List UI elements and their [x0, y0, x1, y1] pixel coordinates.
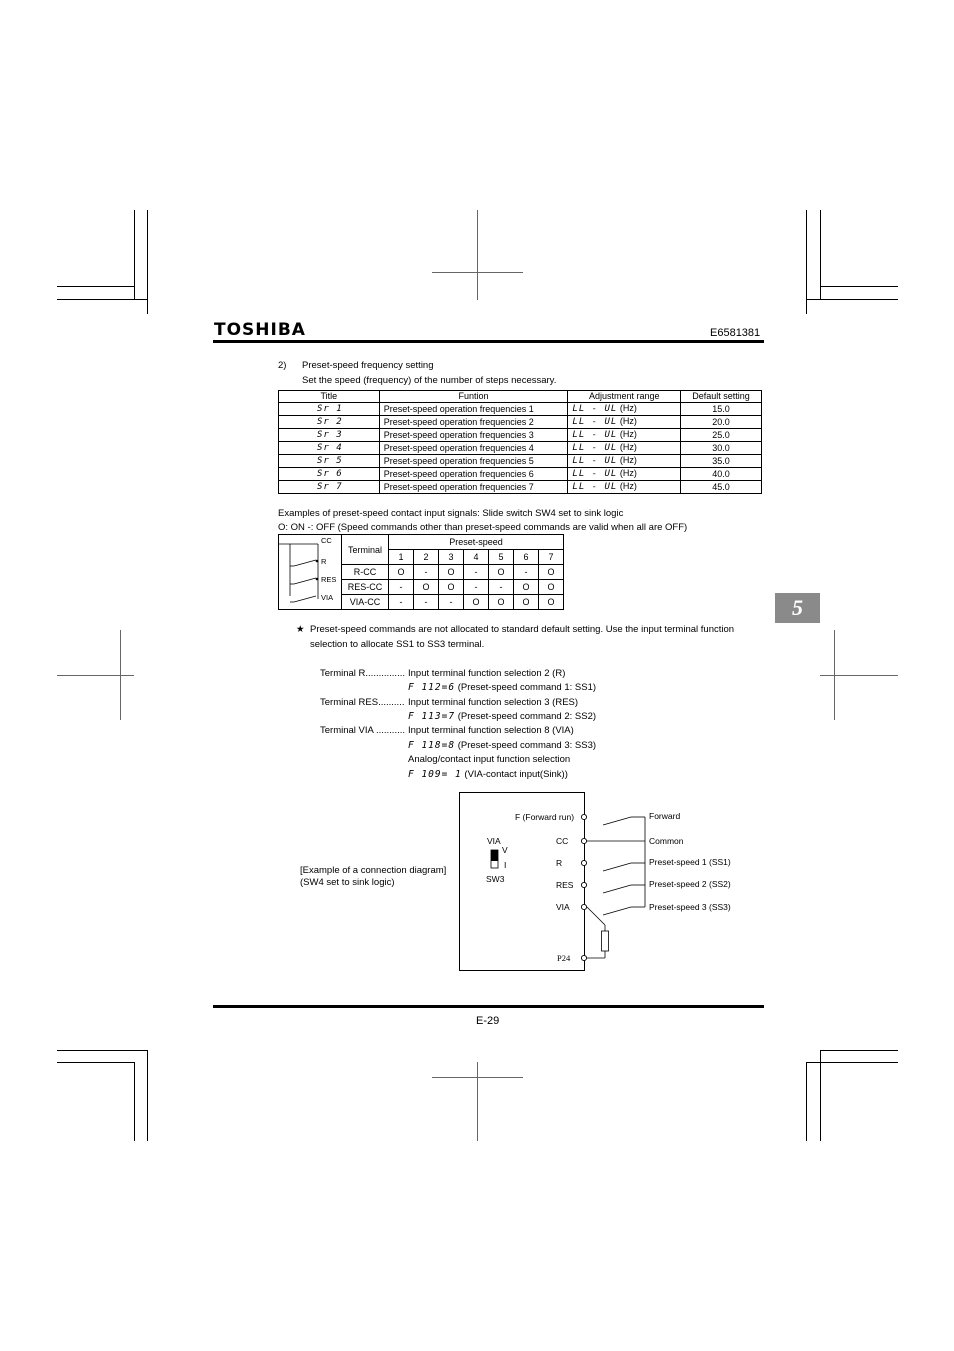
signal-cell: O [489, 565, 514, 580]
assignment-label: Terminal R............... [320, 668, 405, 679]
terminal-cc [581, 838, 586, 843]
center-mark [477, 210, 478, 300]
signal-cell: O [464, 595, 489, 610]
page-number: E-29 [476, 1015, 500, 1027]
crop-mark [820, 286, 898, 287]
param-default: 25.0 [681, 429, 762, 442]
terminal-label: VIA [556, 902, 570, 912]
diagram-caption-2: (SW4 set to sink logic) [300, 877, 395, 888]
terminal-via [581, 904, 586, 909]
signal-cell: O [439, 565, 464, 580]
assignment-label: Terminal RES.......... [320, 697, 405, 708]
preset-speed-table [278, 390, 762, 494]
range-value: LL - UL [572, 417, 618, 427]
signal-cell: - [389, 595, 414, 610]
param-title: Sr 4 [279, 442, 380, 455]
param-code: F 118=8 [408, 740, 456, 751]
sw3-knob [491, 850, 498, 861]
signal-cell: O [539, 595, 564, 610]
param-range [568, 468, 681, 481]
switch-label: VIA [321, 593, 334, 602]
param-default: 35.0 [681, 455, 762, 468]
signal-cell: O [514, 580, 539, 595]
diagram-caption-1: [Example of a connection diagram] [300, 865, 447, 876]
star-icon: ★ [296, 624, 305, 635]
param-range [568, 429, 681, 442]
sw3-label: SW3 [486, 874, 505, 884]
signal-cell: - [464, 580, 489, 595]
param-title: Sr 6 [279, 468, 380, 481]
crop-mark [57, 1050, 148, 1051]
param-code: F 109= 1 [408, 769, 462, 780]
crop-mark [57, 286, 134, 287]
header-function: Funtion [379, 391, 568, 403]
terminal-label: RES [556, 880, 574, 890]
center-mark [477, 1062, 478, 1141]
param-title: Sr 1 [279, 403, 380, 416]
range-value: LL - UL [572, 404, 618, 414]
param-title: Sr 2 [279, 416, 380, 429]
param-code: F 112=6 [408, 682, 456, 693]
signal-cell: O [514, 595, 539, 610]
external-label: Preset-speed 3 (SS3) [649, 902, 731, 912]
table-row [279, 416, 762, 429]
center-mark [432, 272, 523, 273]
speed-number: 7 [539, 550, 564, 565]
table-header-row [279, 391, 762, 403]
terminal-label: F (Forward run) [515, 812, 575, 822]
footer-rule [213, 1005, 764, 1008]
section-subtitle: Set the speed (frequency) of the number of steps necessary. [302, 375, 557, 386]
param-function: Preset-speed operation frequencies 1 [379, 403, 568, 416]
crop-mark [820, 1050, 898, 1051]
terminal-p24 [581, 955, 586, 960]
crop-mark [57, 299, 148, 300]
signal-cell: O [489, 595, 514, 610]
range-unit: (Hz) [619, 403, 637, 413]
switch-ss1 [603, 863, 631, 871]
terminal-name: RES-CC [342, 580, 389, 595]
speed-number: 2 [414, 550, 439, 565]
speed-number: 1 [389, 550, 414, 565]
speed-number: 6 [514, 550, 539, 565]
terminal-name: VIA-CC [342, 595, 389, 610]
crop-mark [806, 299, 898, 300]
param-function: Preset-speed operation frequencies 7 [379, 481, 568, 494]
resistor-icon [602, 931, 609, 951]
table-row [279, 481, 762, 494]
param-range [568, 442, 681, 455]
analog-desc: Analog/contact input function selection [408, 754, 571, 765]
signal-cell: O [439, 580, 464, 595]
terminal-r [581, 860, 586, 865]
crop-mark [806, 1062, 898, 1063]
crop-mark [147, 1050, 148, 1141]
switch-label: RES [321, 575, 337, 584]
param-function: Preset-speed operation frequencies 3 [379, 429, 568, 442]
center-mark [57, 675, 134, 676]
external-label: Common [649, 836, 684, 846]
header-range: Adjustment range [568, 391, 681, 403]
switch-label: CC [321, 536, 332, 545]
crop-mark [134, 210, 135, 300]
examples-line-1: Examples of preset-speed contact input signals: Slide switch SW4 set to sink logic [278, 508, 624, 519]
table-row [279, 442, 762, 455]
terminal-label: R [556, 858, 563, 868]
table-row [342, 565, 564, 580]
external-label: Preset-speed 1 (SS1) [649, 857, 731, 867]
param-default: 40.0 [681, 468, 762, 481]
range-unit: (Hz) [619, 442, 637, 452]
param-code: F 113=7 [408, 711, 456, 722]
examples-line-2: O: ON -: OFF (Speed commands other than preset-speed commands are valid when all are OFF) [278, 522, 688, 533]
range-unit: (Hz) [619, 455, 637, 465]
range-unit: (Hz) [619, 468, 637, 478]
center-mark [820, 675, 898, 676]
table-row [279, 468, 762, 481]
table-row [279, 429, 762, 442]
header-rule [213, 340, 764, 343]
range-value: LL - UL [572, 443, 618, 453]
terminal-label: CC [556, 836, 569, 846]
header-preset-speed: Preset-speed [389, 535, 564, 550]
table-row [279, 403, 762, 416]
terminal-name: R-CC [342, 565, 389, 580]
sw3-via-label: VIA [487, 836, 501, 846]
brand-logo: TOSHIBA [214, 320, 306, 340]
note-line-1: Preset-speed commands are not allocated to standard default setting. Use the input terminal function [310, 624, 735, 635]
param-function: Preset-speed operation frequencies 6 [379, 468, 568, 481]
signal-cell: O [414, 580, 439, 595]
crop-mark [134, 1062, 135, 1141]
header-default: Default setting [681, 391, 762, 403]
signal-cell: - [414, 595, 439, 610]
preset-speed-signal-table [341, 534, 564, 610]
range-value: LL - UL [572, 482, 618, 492]
contact-switch-schematic [278, 534, 342, 611]
table-row [279, 455, 762, 468]
param-default: 45.0 [681, 481, 762, 494]
signal-cell: O [389, 565, 414, 580]
param-default: 15.0 [681, 403, 762, 416]
speed-number: 3 [439, 550, 464, 565]
switch-forward [603, 817, 631, 825]
param-function: Preset-speed operation frequencies 5 [379, 455, 568, 468]
signal-cell: - [414, 565, 439, 580]
sw3-i-label: I [504, 860, 507, 870]
signal-cell: - [389, 580, 414, 595]
switch-ss2 [603, 885, 631, 893]
speed-number: 5 [489, 550, 514, 565]
switch-label: R [321, 557, 327, 566]
range-value: LL - UL [572, 456, 618, 466]
crop-mark [57, 1062, 134, 1063]
signal-cell: - [514, 565, 539, 580]
range-unit: (Hz) [619, 481, 637, 491]
signal-cell: - [489, 580, 514, 595]
range-unit: (Hz) [619, 429, 637, 439]
param-desc: (Preset-speed command 1: SS1) [457, 682, 597, 693]
connection-diagram [455, 788, 755, 974]
assignment-param [408, 741, 596, 751]
param-desc: (Preset-speed command 3: SS3) [457, 740, 597, 751]
param-desc: (VIA-contact input(Sink)) [464, 769, 568, 780]
section-number: 2) [278, 360, 287, 371]
param-desc: (Preset-speed command 2: SS2) [457, 711, 597, 722]
param-range [568, 481, 681, 494]
param-function: Preset-speed operation frequencies 4 [379, 442, 568, 455]
param-function: Preset-speed operation frequencies 2 [379, 416, 568, 429]
param-title: Sr 7 [279, 481, 380, 494]
range-value: LL - UL [572, 469, 618, 479]
table-row [342, 595, 564, 610]
param-range [568, 455, 681, 468]
external-label: Forward [649, 811, 681, 821]
param-default: 20.0 [681, 416, 762, 429]
section-title: Preset-speed frequency setting [302, 360, 434, 371]
chapter-tab: 5 [775, 593, 820, 623]
table-header-row [342, 535, 564, 550]
signal-cell: O [539, 580, 564, 595]
sw3-v-label: V [502, 845, 508, 855]
assignment-param [408, 712, 596, 722]
param-title: Sr 5 [279, 455, 380, 468]
header-terminal: Terminal [342, 535, 389, 565]
signal-cell: O [539, 565, 564, 580]
document-id: E6581381 [710, 327, 761, 339]
note-line-2: selection to allocate SS1 to SS3 terminal. [310, 639, 485, 650]
assignment-desc: Input terminal function selection 3 (RES) [408, 697, 579, 708]
range-unit: (Hz) [619, 416, 637, 426]
param-default: 30.0 [681, 442, 762, 455]
signal-cell: - [464, 565, 489, 580]
center-mark [432, 1077, 523, 1078]
range-value: LL - UL [572, 430, 618, 440]
crop-mark [806, 1062, 807, 1141]
speed-number: 4 [464, 550, 489, 565]
terminal-res [581, 882, 586, 887]
param-title: Sr 3 [279, 429, 380, 442]
header-title: Title [279, 391, 380, 403]
analog-param [408, 770, 568, 780]
terminal-label: P24 [557, 953, 571, 963]
assignment-param [408, 683, 596, 693]
param-range [568, 403, 681, 416]
crop-mark [820, 1050, 821, 1141]
external-label: Preset-speed 2 (SS2) [649, 879, 731, 889]
switch-ss3 [603, 907, 631, 915]
param-range [568, 416, 681, 429]
assignment-label: Terminal VIA ........... [320, 725, 405, 736]
terminal-f [581, 814, 586, 819]
assignment-desc: Input terminal function selection 2 (R) [408, 668, 566, 679]
signal-cell: - [439, 595, 464, 610]
table-row [342, 580, 564, 595]
assignment-desc: Input terminal function selection 8 (VIA) [408, 725, 574, 736]
